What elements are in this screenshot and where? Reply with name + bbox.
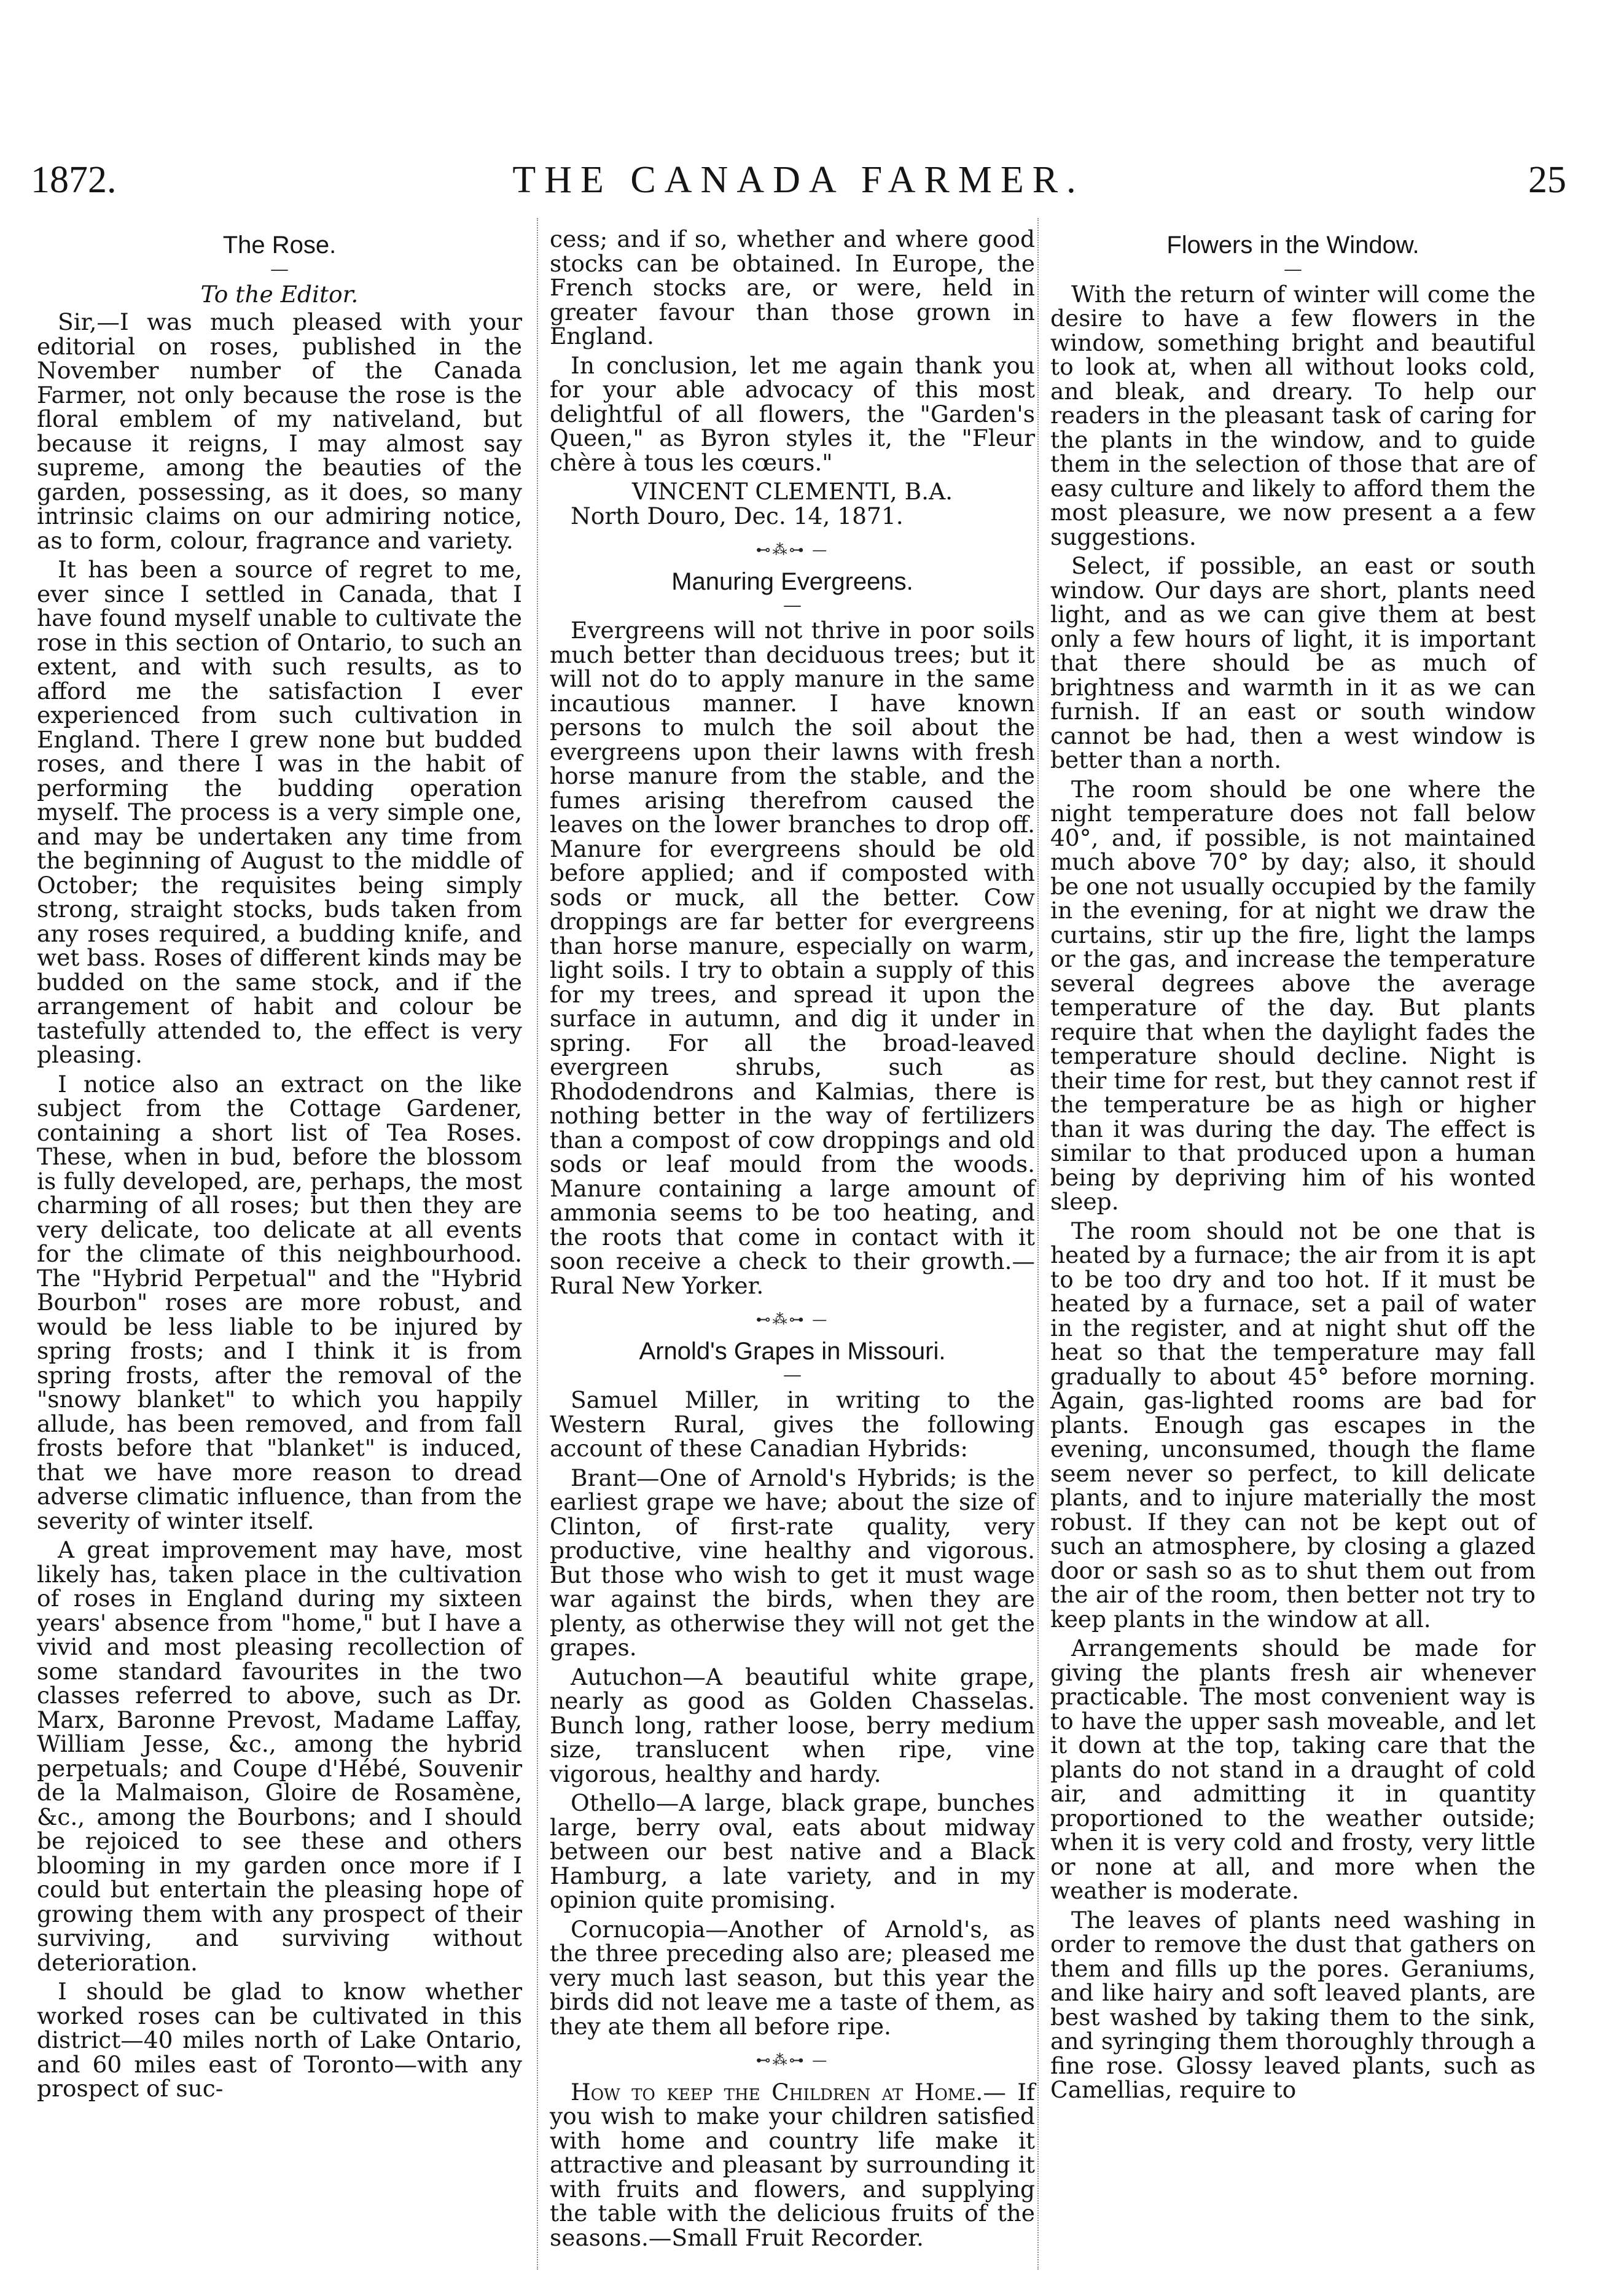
- heading-dash: —: [783, 1364, 802, 1386]
- article-heading-flowers: Flowers in the Window.: [1166, 232, 1419, 259]
- heading-dash: —: [1284, 258, 1302, 280]
- column-divider: [537, 218, 538, 2270]
- flowers-paragraph: The room should be one where the night temperature does not fall below 40°, and, if possible, is not maintained much above 70° by day; also, it should be one not usually occupied by the family in the evening, for at night we draw the curtains, stir up the fire, light the lamps or the gas, and increase the temperature several degrees above the average temperature of the day. But plants require that when the daylight fades the temperature should decline. Night is their time for rest, but they cannot rest if the temperature be as high or higher than it was during the day. The effect is similar to that produced upon a human being by depriving him of his wonted sleep.: [1050, 775, 1536, 1215]
- article-heading-evergreens: Manuring Evergreens.: [671, 568, 913, 595]
- flowers-paragraph: The room should not be one that is heated by a furnace; the air from it is apt to be too dry and too hot. If it must be heated by a furnace, set a pail of water in the register, and at night shut off the heat so that the temperature may fall gradually to about 45° before morning. Again, gas-lighted rooms are bad for plants. Enough gas escapes in the evening, unconsumed, though the flame seem never so perfect, to kill delicate plants, and to injure materially the most robust. If they can not be kept out of such an atmosphere, by closing a glazed door or sash so as to shut them out from the air of the room, then better not try to keep plants in the window at all.: [1050, 1217, 1536, 1633]
- rose-continuation: cess; and if so, whether and where good stocks can be obtained. In Europe, the French stocks are, or were, held in greater favour than those grown in England.: [550, 225, 1035, 349]
- flowers-paragraph: The leaves of plants need washing in order to remove the dust that gathers on them and fills up the pores. Geraniums, and like hairy and soft leaved plants, are best washed by taking them to the sink, and syringing them thoroughly through a fine rose. Glossy leaved plants, such as Camellias, require to: [1050, 1906, 1536, 2103]
- masthead: [31, 158, 1566, 214]
- evergreens-body: Evergreens will not thrive in poor soils much better than deciduous trees; but it will not do to apply manure in the same incautious manner. I have known persons to mulch the soil about the evergreens upon their lawns with fresh horse manure from the stable, and the fumes arising therefrom caused the leaves on the lower branches to drop off. Manure for evergreens should be old before applied; and if composted with sods or muck, all the better. Cow droppings are far better for evergreens than horse manure, especially on warm, light soils. I try to obtain a supply of this for my trees, and spread it upon the surface in autumn, and dig it under in spring. For all the broad-leaved evergreen shrubs, such as Rhododendrons and Kalmias, there is nothing better in the way of fertilizers than a compost of cow droppings and old sods or leaf mould from the woods. Manure containing a large amount of ammonia seems to be too heating, and the roots that come in contact with it soon receive a check to their growth.—Rural New Yorker.: [550, 617, 1035, 1299]
- section-divider: ⊷⁂⊶ —: [756, 2052, 829, 2069]
- column-divider: [1037, 218, 1039, 2270]
- grape-entry: Othello—A large, black grape, bunches large, berry oval, eats about midway between our best native and a Black Hamburg, a late variety, and in my opinion quite promising.: [550, 1789, 1035, 1913]
- children-lead: How to keep the Children at Home.—: [571, 2078, 1006, 2106]
- column-middle: [550, 227, 1035, 2255]
- article-heading-grapes: Arnold's Grapes in Missouri.: [639, 1337, 946, 1365]
- article-heading-rose: The Rose.: [222, 232, 337, 259]
- grapes-intro: Samuel Miller, in writing to the Western Rural, gives the following account of these Canadian Hybrids:: [550, 1386, 1035, 1462]
- heading-dash: —: [270, 258, 289, 280]
- rose-continuation: In conclusion, let me again thank you for your able advocacy of this most delightful of all flowers, the "Garden's Queen," as Byron styles it, the "Fleur chère à tous les cœurs.": [550, 351, 1035, 476]
- rose-paragraph: A great improvement may have, most likely has, taken place in the cultivation of roses in England during my sixteen years' absence from "home," but I have a vivid and most pleasing recollection of some standard favourites in the two classes referred to above, such as Dr. Marx, Baronne Prevost, Madame Laffay, William Jesse, &c., among the hybrid perpetuals; and Coupe d'Hébé, Souvenir de la Malmaison, Gloire de Rosamène, &c., among the Bourbons; and I should be rejoiced to see these and others blooming in my garden once more if I could but entertain the pleasing hope of growing them with any prospect of their surviving, and surviving without deterioration.: [37, 1536, 522, 1976]
- grape-entry: Brant—One of Arnold's Hybrids; is the earliest grape we have; about the size of Clinton, of first-rate quality, very productive, vine healthy and vigorous. But those who wish to get it must wage war against the birds, when they are plenty, as otherwise they will not get the grapes.: [550, 1464, 1035, 1661]
- grape-entry: Autuchon—A beautiful white grape, nearly as good as Golden Chasselas. Bunch long, rather loose, berry medium size, translucent when ripe, vine vigorous, healthy and hardy.: [550, 1663, 1035, 1787]
- column-right: [1050, 227, 1536, 2107]
- author-signature: VINCENT CLEMENTI, B.A.: [631, 478, 953, 505]
- rose-paragraph: I notice also an extract on the like subject from the Cottage Gardener, containing a short list of Tea Roses. These, when in bud, before the blossom is fully developed, are, perhaps, the most charming of all roses; but then they are very delicate, too delicate at all events for the climate of this neighbourhood. The "Hybrid Perpetual" and the "Hybrid Bourbon" roses are more robust, and would be less liable to be injured by spring frosts; and I think it is from spring frosts, after the removal of the "snowy blanket" to which you happily allude, has been removed, and from fall frosts before that "blanket" is induced, that we have more reason to dread adverse climatic influence, than from the severity of winter itself.: [37, 1070, 522, 1534]
- newspaper-title: THE CANADA FARMER.: [512, 159, 1085, 201]
- masthead-year: 1872.: [31, 159, 117, 201]
- children-body: If you wish to make your children satisfied with home and country life make it attractive and pleasant by surrounding it with fruits and flowers, and supplying the table with the delicious fruits of the seasons.—Small Fruit Recorder.: [550, 2078, 1035, 2251]
- rose-paragraph: Sir,—I was much pleased with your editorial on roses, published in the November number of the Canada Farmer, not only because the rose is the floral emblem of my nativeland, but because it reigns, I may almost say supreme, among the beauties of the garden, possessing, as it does, so many intrinsic claims on our admiring notice, as to form, colour, fragrance and variety.: [37, 308, 522, 554]
- place-date: North Douro, Dec. 14, 1871.: [571, 502, 904, 529]
- page-number: 25: [1528, 159, 1566, 201]
- grape-entry: Cornucopia—Another of Arnold's, as the three preceding also are; pleased me very much last season, but this year the birds did not leave me a taste of them, as they ate them all before ripe.: [550, 1915, 1035, 2040]
- section-divider: ⊷⁂⊶ —: [756, 1311, 829, 1328]
- flowers-paragraph: With the return of winter will come the desire to have a few flowers in the window, something bright and beautiful to look at, when all without looks cold, and bleak, and dreary. To help our readers in the pleasant task of caring for the plants in the window, and to guide them in the selection of those that are of easy culture and likely to afford them the most pleasure, we now present a a few suggestions.: [1050, 280, 1536, 550]
- flowers-paragraph: Arrangements should be made for giving the plants fresh air whenever practicable. The most convenient way is to have the upper sash moveable, and let it down at the top, taking care that the plants do not stand in a draught of cold air, and admitting it in quantity proportioned to the weather outside; when it is very cold and frosty, very little or none at all, and more when the weather is moderate.: [1050, 1634, 1536, 1904]
- column-left: [37, 227, 522, 2106]
- flowers-paragraph: Select, if possible, an east or south window. Our days are short, plants need light, and as we can give them at best only a few hours of light, it is important that there should be as much of brightness and warmth in it as we can furnish. If an east or south window cannot be had, then a west window is better than a north.: [1050, 552, 1536, 773]
- rose-paragraph: I should be glad to know whether worked roses can be cultivated in this district—40 miles north of Lake Ontario, and 60 miles east of Toronto—with any prospect of suc-: [37, 1978, 522, 2102]
- salutation: To the Editor.: [200, 280, 359, 308]
- heading-dash: —: [783, 595, 802, 616]
- rose-paragraph: It has been a source of regret to me, ever since I settled in Canada, that I have found myself unable to cultivate the rose in this section of Ontario, to such an extent, and with such results, as to afford me the satisfaction I ever experienced from such cultivation in England. There I grew none but budded roses, and there I was in the habit of performing the budding operation myself. The process is a very simple one, and may be undertaken any time from the beginning of August to the middle of October; the requisites being simply strong, straight stocks, buds taken from any roses required, a budding knife, and wet bass. Roses of different kinds may be budded on the same stock, and if the arrangement of habit and colour be tastefully attended to, the effect is very pleasing.: [37, 556, 522, 1068]
- section-divider: ⊷⁂⊶ —: [756, 541, 829, 558]
